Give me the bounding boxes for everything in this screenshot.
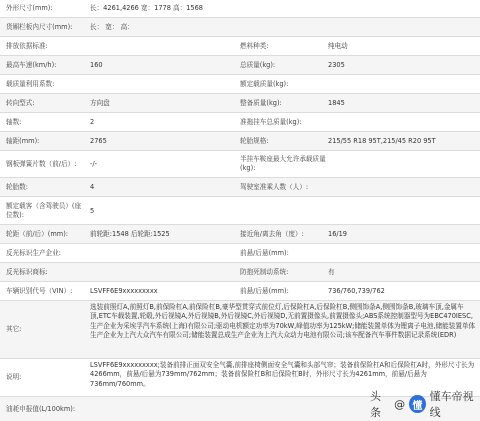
- label-cab-occupants: 驾驶室准乘人数（人）:: [240, 183, 309, 191]
- spec-row-tire-count-cab: [0, 178, 480, 197]
- label-load-utilization: 载质量利用系数:: [6, 80, 55, 88]
- label-fuel-type: 燃料种类:: [240, 42, 269, 50]
- spec-row-track-angles: [0, 225, 480, 244]
- label-overhang-2: 前悬/后悬(mm):: [240, 287, 289, 295]
- value-vin: LSVFF6E9xxxxxxxxx: [90, 287, 158, 295]
- label-curb-mass: 整备质量(kg):: [240, 99, 282, 107]
- value-steering-type: 方向盘: [90, 99, 110, 107]
- value-gross-mass: 2305: [328, 61, 345, 69]
- value-overhang: 736/760,739/762: [328, 287, 385, 295]
- value-leaf-springs: -/-: [90, 160, 97, 168]
- value-approach-departure: 16/19: [328, 230, 348, 238]
- label-tire-spec: 轮胎规格:: [240, 137, 269, 145]
- value-rated-seats: 5: [90, 207, 95, 215]
- label-other: 其它:: [6, 325, 22, 333]
- spec-row-seats: [0, 197, 480, 225]
- watermark-prefix: 头条: [370, 390, 381, 419]
- spec-row-load-utilization: [0, 75, 480, 94]
- label-approach-departure: 接近角/离去角（度）:: [240, 230, 304, 238]
- label-reflector-maker: 反光标识生产企业:: [6, 249, 61, 257]
- label-track-width: 轮距（前/后）(mm):: [6, 230, 68, 238]
- label-rated-seats: 额定载客（含驾驶员）(座位数):: [6, 202, 82, 219]
- value-tire-count: 4: [90, 183, 95, 191]
- spec-row-vin: [0, 282, 480, 301]
- label-tire-count: 轮胎数:: [6, 183, 29, 191]
- value-cargo-box-dimensions: 长： 宽： 高：: [90, 23, 134, 31]
- label-notes: 说明:: [6, 373, 22, 381]
- label-emission-standard: 排放依据标准:: [6, 42, 48, 50]
- value-axle-count: 2: [90, 118, 95, 126]
- value-track-width: 前轮距:1548 后轮距:1525: [90, 230, 170, 238]
- spec-row-other: [0, 301, 480, 359]
- label-abs: 防抱死制动系统:: [240, 268, 289, 276]
- value-fuel-type: 纯电动: [328, 42, 348, 50]
- label-fuel-consumption: 油耗申报值(L/100km):: [6, 405, 76, 413]
- label-overall-dimensions: 外形尺寸(mm):: [6, 4, 53, 12]
- label-overhang-1: 前悬/后悬(mm):: [240, 249, 289, 257]
- spec-row-dimensions: [0, 0, 480, 18]
- label-rated-load: 额定载质量(kg):: [240, 80, 289, 88]
- label-steering-type: 转向型式:: [6, 99, 35, 107]
- value-notes: LSVFF6E9xxxxxxxxx;装备前排正面双安全气囊,前排座椅侧面安全气囊和头部气帘；装备前保险杠A和后保险杠A时，外形尺寸长为4266mm，前悬/后悬为739mm/762mm；装备前保险杠B和后保险杠B时，外形尺寸长为4261mm，前悬/后悬为736mm/760mm。: [90, 361, 475, 388]
- label-gross-mass: 总质量(kg):: [240, 61, 276, 69]
- label-max-speed: 最高车速(km/h):: [6, 61, 57, 69]
- spec-row-wheelbase-tires: [0, 132, 480, 151]
- value-tire-spec: 215/55 R18 95T,215/45 R20 95T: [328, 137, 436, 145]
- value-curb-mass: 1845: [328, 99, 345, 107]
- value-other: 选装前照灯A,前照灯B,前保险杠A,前保险杠B,豪华型贯穿式前位灯,后保险杠A,后保险杠B,侧围饰条A,侧围饰条B,玻璃车顶,金属车顶,ETC车载装置,轮毂,外后视镜A,外后视镜B,外后视镜C,外后视镜D,无前置摄像头,前置摄像头;ABS系统控制器型号为EBC470IESC,生产企业为采埃孚汽车系统(上海)有限公司;驱动电机额定功率为70kW,峰值功率为125kW;储能装置单体为锂离子电池,储能装置单体生产企业为上汽大众汽车有限公司;储能装置总成生产企业为上汽大众动力电池有限公司;该车配备汽车事件数据记录系统(EDR): [90, 303, 476, 340]
- spec-row-axles-trailer: [0, 113, 480, 132]
- spec-row-springs-saddle: [0, 151, 480, 178]
- label-trailer-mass: 准拖挂车总质量(kg):: [240, 118, 302, 126]
- watermark-logo-icon: 懂: [409, 395, 425, 413]
- value-wheelbase: 2765: [90, 137, 107, 145]
- label-reflector-brand: 反光标识商标:: [6, 268, 48, 276]
- label-vin: 车辆识别代号（VIN）:: [6, 287, 73, 295]
- watermark-at: @: [394, 397, 406, 411]
- spec-row-reflector-maker: [0, 244, 480, 263]
- spec-row-steering-curb: [0, 94, 480, 113]
- label-cargo-box-dimensions: 货厢栏板内尺寸(mm):: [6, 23, 73, 31]
- value-overall-dimensions: 长：4261,4266 宽：1778 高：1568: [90, 4, 203, 12]
- label-leaf-springs: 钢板弹簧片数（前/后）:: [6, 160, 77, 168]
- label-wheelbase: 轴距(mm):: [6, 137, 40, 145]
- label-saddle-load: 半挂车鞍座最大允许承载质量(kg):: [240, 155, 326, 172]
- value-max-speed: 160: [90, 61, 103, 69]
- watermark-name: 懂车帝视线: [429, 390, 474, 419]
- watermark: [370, 390, 480, 419]
- spec-row-emission-fuel: [0, 37, 480, 56]
- value-abs: 有: [328, 268, 335, 276]
- spec-row-speed-mass: [0, 56, 480, 75]
- spec-row-reflector-brand: [0, 263, 480, 282]
- spec-row-notes: [0, 359, 480, 397]
- label-axle-count: 轴数:: [6, 118, 22, 126]
- spec-row-cargo-box: [0, 18, 480, 37]
